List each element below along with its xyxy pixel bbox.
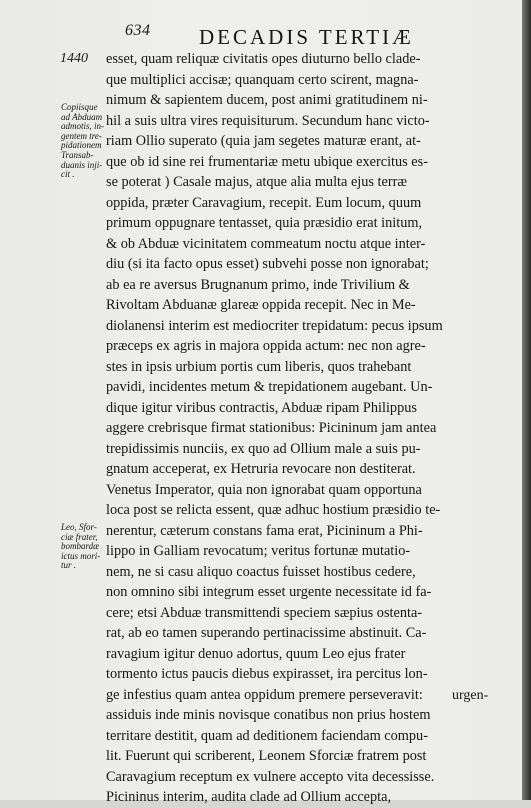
side-note-line: Transab-	[61, 149, 94, 160]
side-note-line: Copiisque	[61, 102, 98, 112]
side-note-line: tur .	[61, 560, 77, 571]
book-edge	[522, 0, 531, 800]
margin-year: 1440	[60, 51, 88, 66]
text-line: esset, quam reliquæ civitatis opes diuturno bello clade-	[106, 51, 421, 67]
text-line: dique igitur viribus contractis, Abduæ ripam Philippus	[106, 399, 417, 416]
text-line: ravagium igitur denuo adortus, quum Leo ejus frater	[106, 645, 406, 662]
text-line: ab ea re aversus Brugnanum primo, inde Trivilium &	[106, 276, 410, 293]
body-text	[106, 49, 498, 808]
text-line: non omnino sibi integrum esset urgente necessitate id fa-	[106, 584, 432, 600]
text-line: Caravagium receptum ex vulnere accepto vita decessisse.	[106, 768, 435, 785]
side-note-line: pidationem	[61, 140, 102, 151]
running-head: DECADIS TERTIÆ	[199, 25, 414, 49]
text-line: nimum & sapientem ducem, post animi gratitudinem ni-	[106, 92, 428, 108]
side-note-line: bombardæ	[61, 541, 100, 552]
side-note-line: ad Abduam	[61, 111, 103, 122]
text-line: Rivoltam Abduanæ glareæ oppida recepit. Nec in Me-	[106, 297, 416, 313]
side-note	[61, 523, 107, 571]
text-line: rat, ab eo tamen superando pertinacissime abstinuit. Ca-	[106, 625, 427, 641]
text-line: assiduis inde minis novisque conatibus non prius hostem	[106, 707, 431, 723]
text-line: territare destitit, quam ad deditionem faciendam compu-	[106, 727, 428, 744]
text-line: diolanensi interim est mediocriter trepidatum: pecus ipsum	[106, 317, 443, 334]
text-line: oppida, præter Caravagium, recepit. Eum locum, quum	[106, 194, 422, 211]
side-note-line: ictus mori-	[61, 550, 101, 561]
text-line: nem, ne si casu aliquo coactus fuisset hostibus cedere,	[106, 563, 416, 580]
text-line: lippo in Galliam revocatum; veritus fortunæ mutatio-	[106, 543, 411, 559]
text-line: gnatum acceperat, ex Hetruria revocare non destiterat.	[106, 461, 416, 477]
text-line: Venetus Imperator, quia non ignorabat quam opportuna	[106, 481, 422, 498]
text-line: & ob Abduæ vicinitatem commeatum noctu atque inter-	[106, 235, 426, 252]
text-line: se poterat ) Casale majus, atque alia multa ejus terræ	[106, 174, 407, 190]
text-line: lit. Fuerunt qui scriberent, Leonem Sforciæ fratrem post	[106, 748, 427, 764]
text-line: tormento ictus paucis diebus expirasset, ira percitus lon-	[106, 666, 428, 682]
text-line: primum oppugnare tentasset, quia præsidio erat initum,	[106, 215, 423, 231]
text-line: præceps ex agris in majora oppida actum: nec non agre-	[106, 338, 426, 354]
text-line: hil a suis ultra vires requisiturum. Secundum hanc victo-	[106, 112, 430, 129]
text-line: trepidissimis nunciis, ex quo ad Ollium male a suis pu-	[106, 440, 421, 457]
side-note-line: cit .	[61, 169, 75, 180]
text-line: ge infestius quam antea oppidum premere perseveravit:	[106, 686, 423, 703]
text-line: que multiplici accisæ; quanquam certo scirent, magna-	[106, 71, 419, 88]
side-note-line: gentem tre-	[61, 130, 102, 141]
side-note-line: Leo, Sfor-	[61, 522, 97, 532]
page-number: 634	[125, 22, 151, 39]
text-line: nerentur, cæterum constans fama erat, Picininum a Phi-	[106, 522, 423, 539]
side-note	[61, 103, 107, 180]
side-note-line: duanis inji-	[61, 159, 103, 170]
text-line: Picininus interim, audita clade ad Ollium accepta,	[106, 789, 392, 805]
side-note-line: ciæ frater,	[61, 531, 98, 542]
text-line: aggere crebrisque firmat stationibus: Picininum jam antea	[106, 420, 437, 436]
text-line: riam Ollio superato (quia jam segetes maturæ erant, at-	[106, 133, 421, 149]
catchword: urgen-	[452, 688, 489, 703]
text-line: que ob id sine rei frumentariæ metu ubique exercitus es-	[106, 153, 428, 170]
text-line: cere; etsi Abduæ transmittendi speciem sæpius ostenta-	[106, 604, 423, 621]
text-line: loca post se relicta essent, quæ adhuc hostium præsidio te-	[106, 502, 441, 518]
text-line: stes in ipsis urbium portis cum liberis, quos trahebant	[106, 358, 412, 375]
text-line: pavidi, incidentes metum & trepidationem augebant. Un-	[106, 379, 433, 395]
side-note-line: admotis, in-	[61, 121, 105, 132]
text-line: diu (si ita facto opus esset) subvehi posse non ignorabat;	[106, 256, 429, 272]
